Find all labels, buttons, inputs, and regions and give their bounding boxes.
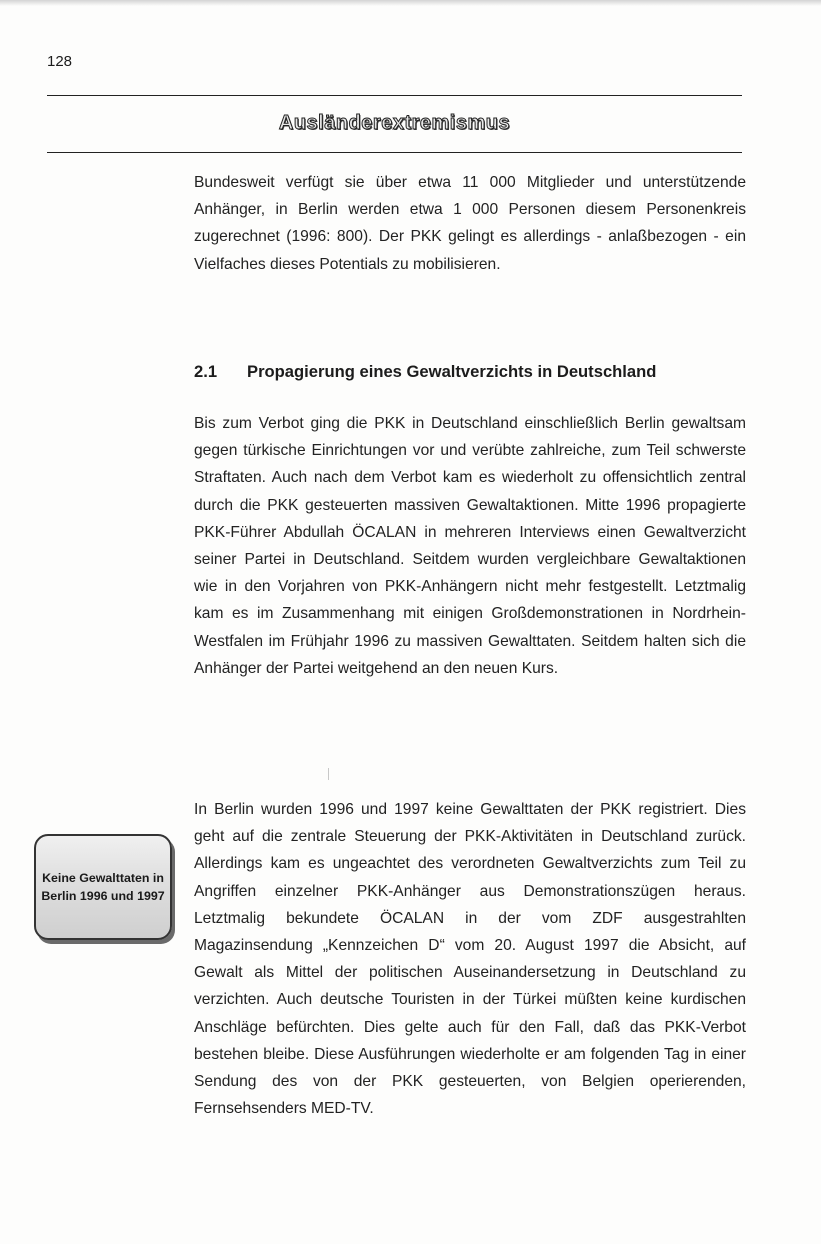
section-body-paragraph: Bis zum Verbot ging die PKK in Deutschland einschließlich Berlin gewaltsam gegen türkische Einrichtungen vor und verübte zahlreiche, zum Teil schwerste Straftaten. Auch nach dem Verbot kam es wiederholt zu offensichtlich zentral durch die PKK gesteuerten massiven Gewaltaktionen. Mitte 1996 propagierte PKK-Führer Abdullah ÖCALAN in mehreren Interviews einen Gewaltverzicht seiner Partei in Deutschland. Seitdem wurden vergleichbare Gewaltaktionen wie in den Vorjahren von PKK-Anhängern nicht mehr festgestellt. Letztmalig kam es im Zusammenhang mit einigen Großdemonstrationen in Nordrhein-Westfalen im Frühjahr 1996 zu massiven Gewalttaten. Seitdem halten sich die Anhänger der Partei weitgehend an den neuen Kurs. bbox=[194, 415, 746, 677]
intro-paragraph-block bbox=[194, 169, 746, 278]
section-heading bbox=[194, 360, 754, 384]
page-number: 128 bbox=[47, 53, 73, 70]
scan-top-shadow bbox=[0, 0, 821, 6]
section-paragraph-block bbox=[194, 410, 746, 682]
running-header-title: Ausländerextremismus bbox=[278, 112, 511, 134]
section-title: Propagierung eines Gewaltverzichts in Deutschland bbox=[247, 362, 657, 381]
header-rule-bottom bbox=[47, 152, 742, 153]
header-rule-top bbox=[47, 95, 742, 96]
berlin-paragraph: In Berlin wurden 1996 und 1997 keine Gewalttaten der PKK registriert. Dies geht auf die zentrale Steuerung der PKK-Aktivitäten in Deutschland zurück. Allerdings kam es ungeachtet des verordneten Gewaltverzichts zum Teil zu Angriffen einzelner PKK-Anhänger aus Demonstrationszügen heraus. Letztmalig bekundete ÖCALAN in der vom ZDF ausgestrahlten Magazinsendung „Kennzeichen D“ vom 20. August 1997 die Absicht, auf Gewalt als Mittel der politischen Auseinandersetzung in Deutschland zu verzichten. Auch deutsche Touristen in der Türkei müßten keine kurdischen Anschläge befürchten. Dies gelte auch für den Fall, daß das PKK-Verbot bestehen bleibe. Diese Ausführungen wiederholte er am folgenden Tag in einer Sendung des von der PKK gesteuerten, von Belgien operierenden, Fernsehsenders MED-TV. bbox=[194, 801, 746, 1118]
margin-note-box bbox=[34, 834, 172, 940]
margin-note-text: Keine Gewalttaten in Berlin 1996 und 1997 bbox=[41, 871, 165, 903]
berlin-paragraph-block bbox=[194, 796, 746, 1122]
intro-paragraph: Bundesweit verfügt sie über etwa 11 000 Mitglieder und unterstützende Anhänger, in Berlin werden etwa 1 000 Personen diesem Personenkreis zugerechnet (1996: 800). Der PKK gelingt es allerdings - anlaßbezogen - ein Vielfaches dieses Potentials zu mobilisieren. bbox=[194, 174, 746, 273]
scan-artifact-mark bbox=[328, 768, 329, 780]
section-number: 2.1 bbox=[194, 362, 218, 381]
